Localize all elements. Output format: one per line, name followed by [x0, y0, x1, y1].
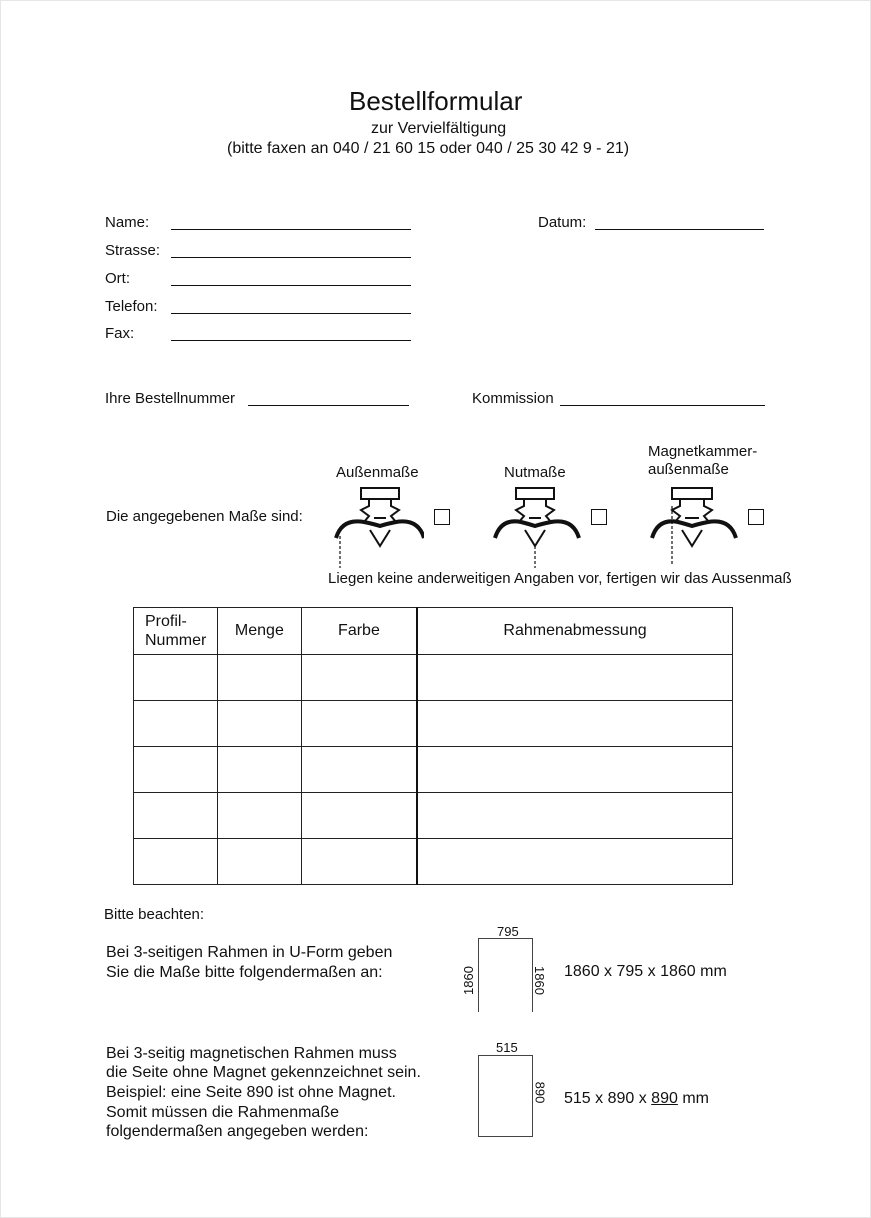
- magnet-example-underlined: 890: [651, 1090, 678, 1107]
- magnetkammer-label-line1: Magnetkammer-: [648, 443, 758, 460]
- fax-field[interactable]: [171, 340, 411, 341]
- profil-header-line1: Profil-: [145, 613, 187, 630]
- magnet-frame-text-line2: die Seite ohne Magnet gekennzeichnet sein.: [106, 1064, 421, 1081]
- magnet-frame-top-dim: 515: [496, 1040, 518, 1055]
- u-frame-left-dim: 1860: [460, 966, 476, 995]
- table-row: [134, 701, 733, 747]
- fax-label: Fax:: [105, 325, 135, 342]
- bestellnummer-label: Ihre Bestellnummer: [105, 390, 236, 407]
- aussenmasse-label: Außenmaße: [336, 464, 419, 481]
- strasse-label: Strasse:: [105, 242, 161, 259]
- farbe-cell[interactable]: [301, 793, 417, 839]
- seal-profile-magnet-icon: [650, 486, 740, 570]
- rahmen-cell[interactable]: [417, 839, 732, 885]
- profil-cell[interactable]: [134, 747, 218, 793]
- farbe-cell[interactable]: [301, 701, 417, 747]
- rahmen-cell[interactable]: [417, 747, 732, 793]
- rahmen-cell[interactable]: [417, 701, 732, 747]
- menge-cell[interactable]: [217, 839, 301, 885]
- farbe-cell[interactable]: [301, 655, 417, 701]
- strasse-field[interactable]: [171, 257, 411, 258]
- page-title: Bestellformular: [349, 86, 523, 116]
- magnet-example-suffix: mm: [677, 1090, 709, 1107]
- magnet-frame-text-line1: Bei 3-seitig magnetischen Rahmen muss: [106, 1045, 397, 1062]
- u-frame-right-dim: 1860: [531, 966, 547, 995]
- u-frame-top-dim: 795: [497, 924, 519, 939]
- profil-cell[interactable]: [134, 793, 218, 839]
- fax-note: (bitte faxen an 040 / 21 60 15 oder 040 / 25 30 42 9 - 21): [227, 140, 630, 157]
- magnet-frame-text-line4: Somit müssen die Rahmenmaße: [106, 1104, 339, 1121]
- menge-cell[interactable]: [217, 793, 301, 839]
- rahmen-cell[interactable]: [417, 793, 732, 839]
- profil-nummer-header: [134, 608, 218, 655]
- ort-field[interactable]: [171, 285, 411, 286]
- menge-header: Menge: [217, 608, 301, 655]
- telefon-field[interactable]: [171, 313, 411, 314]
- rahmen-cell[interactable]: [417, 655, 732, 701]
- measures-intro: Die angegebenen Maße sind:: [106, 508, 303, 525]
- magnetkammer-checkbox[interactable]: [748, 509, 764, 525]
- seal-profile-outer-icon: [334, 486, 424, 570]
- magnetkammer-label-line2: außenmaße: [648, 461, 729, 478]
- ort-label: Ort:: [105, 270, 130, 287]
- profil-cell[interactable]: [134, 655, 218, 701]
- magnet-frame-diagram: [478, 1055, 533, 1137]
- nutmasse-checkbox[interactable]: [591, 509, 607, 525]
- table-row: [134, 793, 733, 839]
- kommission-label: Kommission: [472, 390, 554, 407]
- farbe-cell[interactable]: [301, 839, 417, 885]
- menge-cell[interactable]: [217, 747, 301, 793]
- magnet-frame-text-line5: folgendermaßen angegeben werden:: [106, 1123, 369, 1140]
- notes-heading: Bitte beachten:: [104, 906, 205, 923]
- magnet-frame-right-dim: 890: [532, 1081, 548, 1104]
- menge-cell[interactable]: [217, 701, 301, 747]
- table-row: [134, 839, 733, 885]
- default-measure-note: Liegen keine anderweitigen Angaben vor, fertigen wir das Aussenmaß: [328, 570, 792, 587]
- bestellnummer-field[interactable]: [248, 405, 409, 406]
- page-subtitle: zur Vervielfältigung: [371, 120, 507, 137]
- magnet-frame-example: [564, 1090, 709, 1108]
- profil-cell[interactable]: [134, 701, 218, 747]
- table-header-row: [134, 608, 733, 655]
- u-frame-text-line1: Bei 3-seitigen Rahmen in U-Form geben: [106, 944, 393, 961]
- u-frame-example: 1860 x 795 x 1860 mm: [564, 963, 727, 980]
- aussenmasse-checkbox[interactable]: [434, 509, 450, 525]
- table-row: [134, 747, 733, 793]
- datum-label: Datum:: [538, 214, 587, 231]
- name-label: Name:: [105, 214, 150, 231]
- name-field[interactable]: [171, 229, 411, 230]
- seal-profile-groove-icon: [493, 486, 583, 570]
- kommission-field[interactable]: [560, 405, 765, 406]
- datum-field[interactable]: [595, 229, 764, 230]
- profil-header-line2: Nummer: [145, 632, 207, 649]
- farbe-header: Farbe: [301, 608, 417, 655]
- nutmasse-label: Nutmaße: [504, 464, 566, 481]
- u-frame-text-line2: Sie die Maße bitte folgendermaßen an:: [106, 964, 383, 981]
- u-frame-diagram: [478, 938, 533, 1012]
- menge-cell[interactable]: [217, 655, 301, 701]
- profil-cell[interactable]: [134, 839, 218, 885]
- order-table: [133, 607, 733, 885]
- rahmenabmessung-header: Rahmenabmessung: [417, 608, 732, 655]
- farbe-cell[interactable]: [301, 747, 417, 793]
- magnet-frame-text-line3: Beispiel: eine Seite 890 ist ohne Magnet.: [106, 1084, 396, 1101]
- telefon-label: Telefon:: [105, 298, 158, 315]
- magnet-example-prefix: 515 x 890 x: [564, 1090, 652, 1107]
- table-row: [134, 655, 733, 701]
